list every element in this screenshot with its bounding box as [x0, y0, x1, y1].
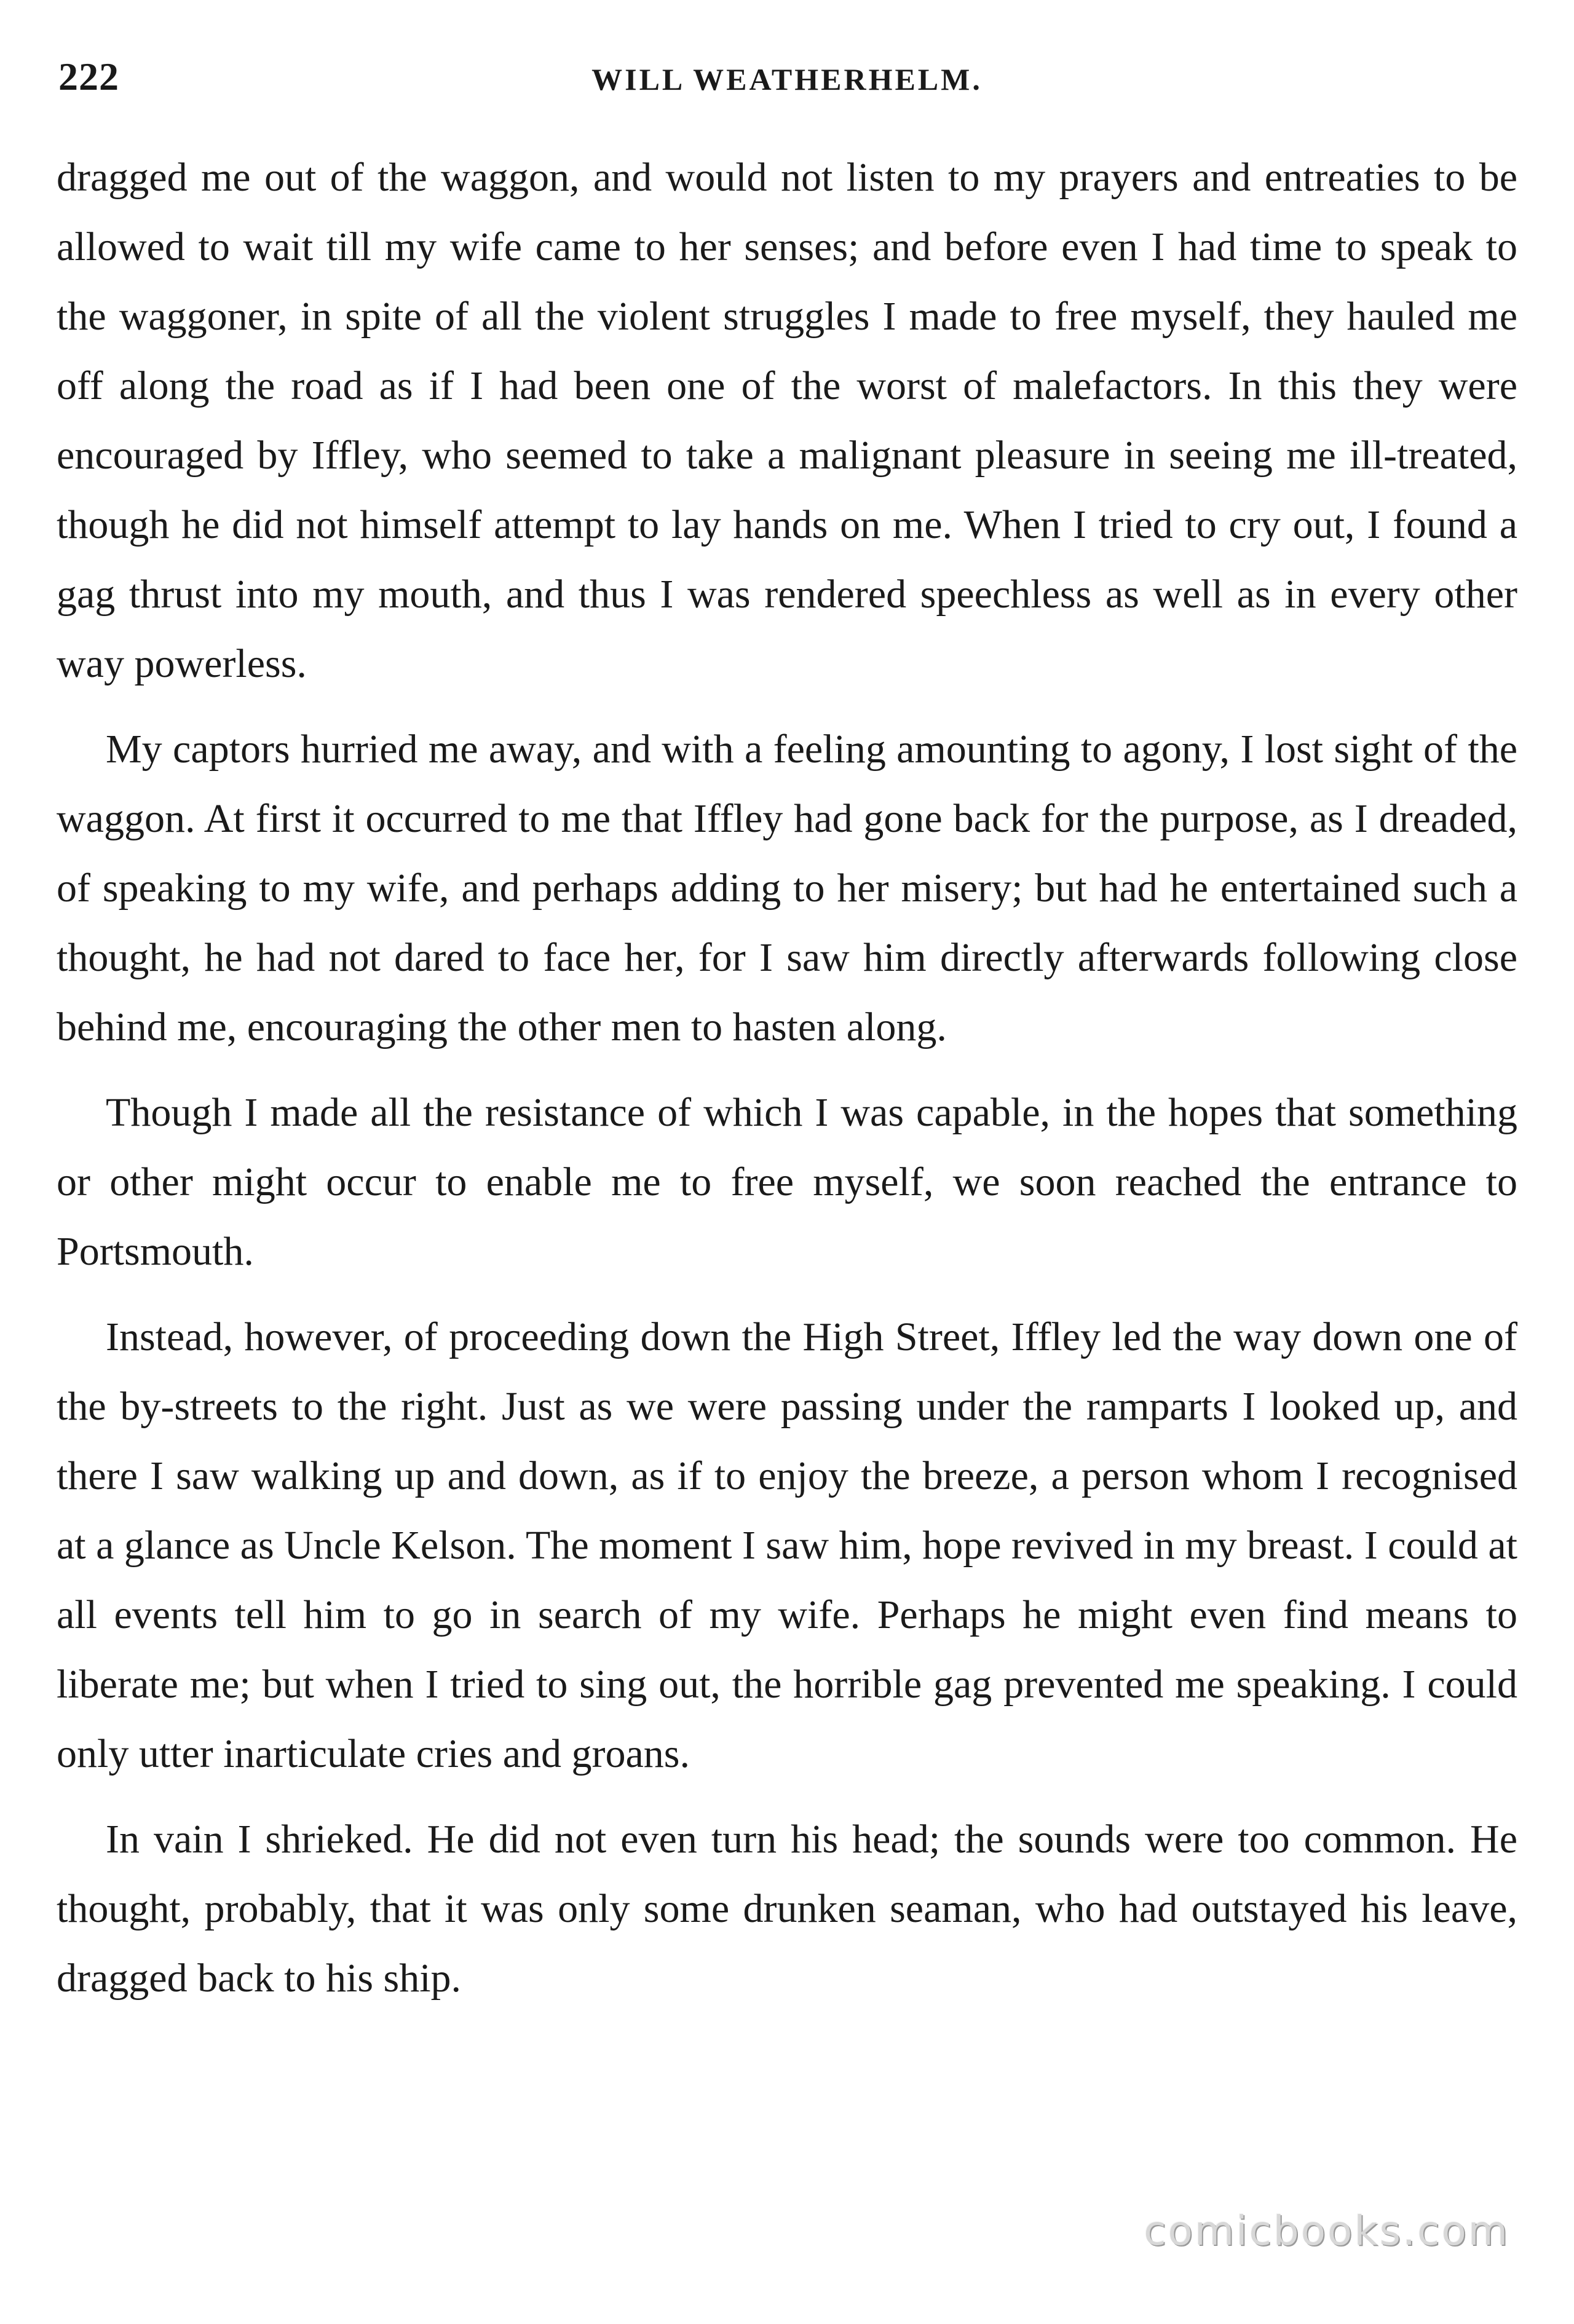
page-header — [58, 54, 1516, 109]
paragraph-4: Instead, however, of proceeding down the High Street, Iffley led the way down one of the by-streets to the right. Just as we were passing under the ramparts I looked up, and there I saw walking up and down, as if to enjoy the breeze, a person whom I recognised at a glance as Uncle Kelson. The moment I saw him, hope revived in my breast. I could at all events tell him to go in search of my wife. Perhaps he might even find means to liberate me; but when I tried to sing out, the horrible gag prevented me speaking. I could only utter inarticulate cries and groans. — [57, 1314, 1517, 1776]
watermark: comicbooks.com — [1144, 2207, 1509, 2255]
paragraph-3: Though I made all the resistance of which I was capable, in the hopes that something or other might occur to enable me to free myself, we soon reached the entrance to Portsmouth. — [57, 1090, 1517, 1274]
running-title: WILL WEATHERHELM. — [591, 62, 983, 97]
paragraph-1: dragged me out of the waggon, and would not listen to my prayers and entreaties to be allowed to wait till my wife came to her senses; and before even I had time to speak to the waggoner, in spite of all the violent struggles I made to free myself, they hauled me off along the road as if I had been one of the worst of malefactors. In this they were encouraged by Iffley, who seemed to take a malignant pleasure in seeing me ill-treated, though he did not himself attempt to lay hands on me. When I tried to cry out, I found a gag thrust into my mouth, and thus I was rendered speechless as well as in every other way powerless. — [57, 155, 1517, 686]
paragraph-2: My captors hurried me away, and with a feeling amounting to agony, I lost sight of the waggon. At first it occurred to me that Iffley had gone back for the purpose, as I dreaded, of speaking to my wife, and perhaps adding to her misery; but had he entertained such a thought, he had not dared to face her, for I saw him directly afterwards following close behind me, encouraging the other men to hasten along. — [57, 727, 1517, 1049]
paragraph-5: In vain I shrieked. He did not even turn his head; the sounds were too common. He thought, probably, that it was only some drunken seaman, who had outstayed his leave, dragged back to his ship. — [57, 1817, 1517, 2001]
body-text — [57, 143, 1517, 2029]
page-number: 222 — [58, 55, 119, 98]
